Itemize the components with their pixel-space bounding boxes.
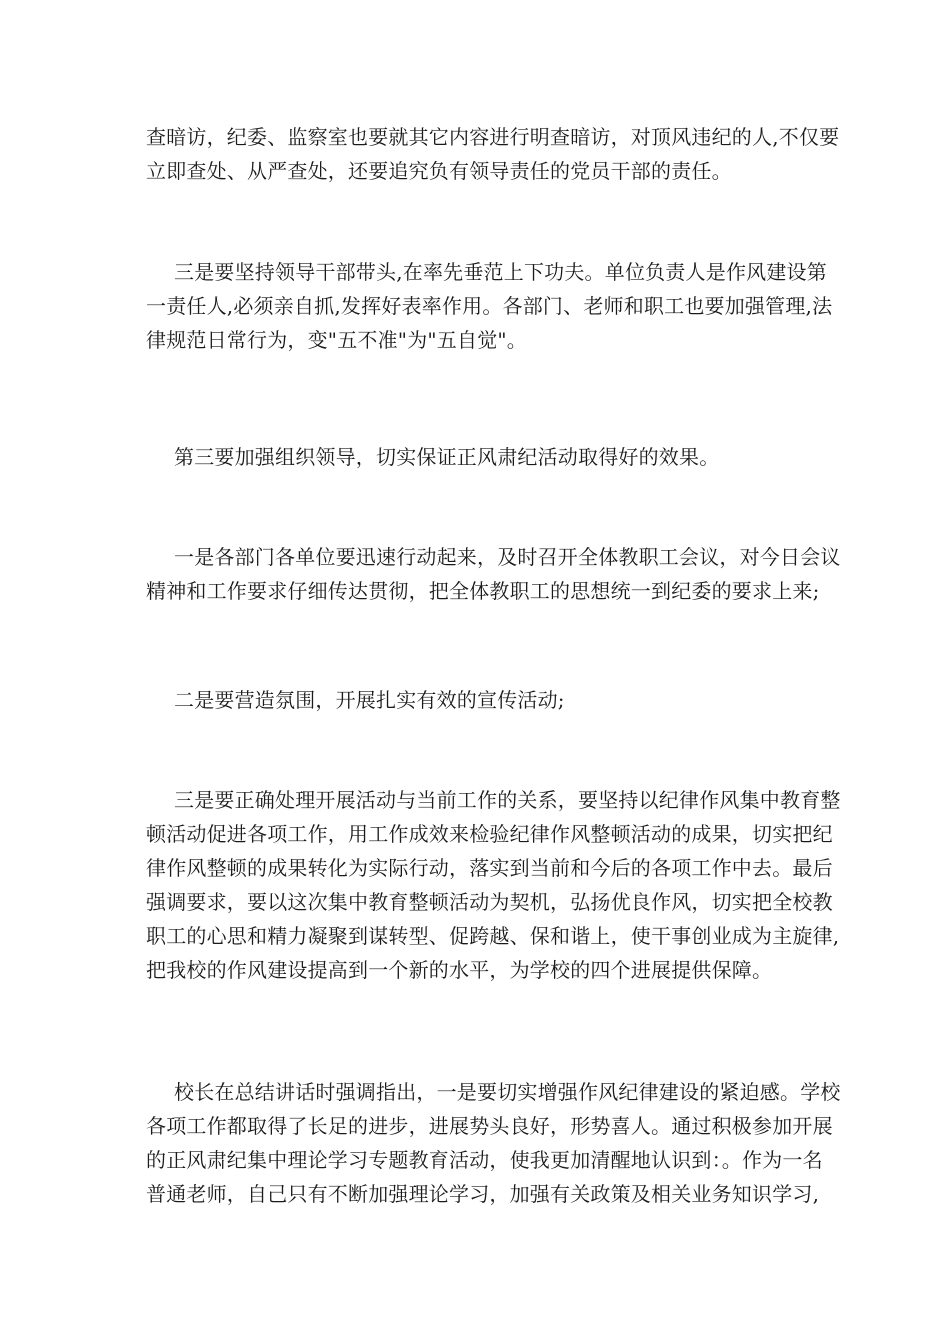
paragraph-line: 一责任人,必须亲自抓,发挥好表率作用。各部门、老师和职工也要加强管理,法 xyxy=(146,294,833,318)
paragraph-line: 校长在总结讲话时强调指出，一是要切实增强作风纪律建设的紧迫感。学校 xyxy=(174,1080,841,1104)
paragraph-line: 各项工作都取得了长足的进步，进展势头良好，形势喜人。通过积极参加开展 xyxy=(146,1114,833,1138)
paragraph-line: 查暗访，纪委、监察室也要就其它内容进行明查暗访，对顶风违纪的人,不仅要 xyxy=(146,125,840,149)
paragraph-2 xyxy=(146,255,833,357)
paragraph-line: 三是要正确处理开展活动与当前工作的关系，要坚持以纪律作风集中教育整 xyxy=(174,788,841,812)
paragraph-line: 把我校的作风建设提高到一个新的水平，为学校的四个进展提供保障。 xyxy=(146,958,773,982)
paragraph-line: 顿活动促进各项工作，用工作成效来检验纪律作风整顿活动的成果，切实把纪 xyxy=(146,822,833,846)
paragraph-line: 三是要坚持领导干部带头,在率先垂范上下功夫。单位负责人是作风建设第 xyxy=(174,260,827,284)
paragraph-6 xyxy=(146,783,841,987)
paragraph-line: 一是各部门各单位要迅速行动起来，及时召开全体教职工会议，对今日会议 xyxy=(174,545,841,569)
paragraph-line: 律作风整顿的成果转化为实际行动，落实到当前和今后的各项工作中去。最后 xyxy=(146,856,833,880)
paragraph-line: 精神和工作要求仔细传达贯彻，把全体教职工的思想统一到纪委的要求上来; xyxy=(146,579,820,603)
paragraph-line: 职工的心思和精力凝聚到谋转型、促跨越、保和谐上，使干事创业成为主旋律, xyxy=(146,924,840,948)
paragraph-line: 立即查处、从严查处，还要追究负有领导责任的党员干部的责任。 xyxy=(146,159,732,183)
paragraph-line: 强调要求，要以这次集中教育整顿活动为契机，弘扬优良作风，切实把全校教 xyxy=(146,890,833,914)
paragraph-5 xyxy=(146,683,814,717)
paragraph-line: 的正风肃纪集中理论学习专题教育活动，使我更加清醒地认识到：。作为一名 xyxy=(146,1148,823,1172)
paragraph-4 xyxy=(146,540,841,608)
paragraph-line: 普通老师，自己只有不断加强理论学习，加强有关政策及相关业务知识学习, xyxy=(146,1182,820,1206)
paragraph-line: 第三要加强组织领导，切实保证正风肃纪活动取得好的效果。 xyxy=(174,445,720,469)
paragraph-line: 二是要营造氛围，开展扎实有效的宣传活动; xyxy=(174,688,565,712)
paragraph-1 xyxy=(146,120,840,188)
paragraph-line: 律规范日常行为，变"五不准"为"五自觉"。 xyxy=(146,328,527,352)
paragraph-7 xyxy=(146,1075,841,1211)
paragraph-3 xyxy=(146,440,814,474)
